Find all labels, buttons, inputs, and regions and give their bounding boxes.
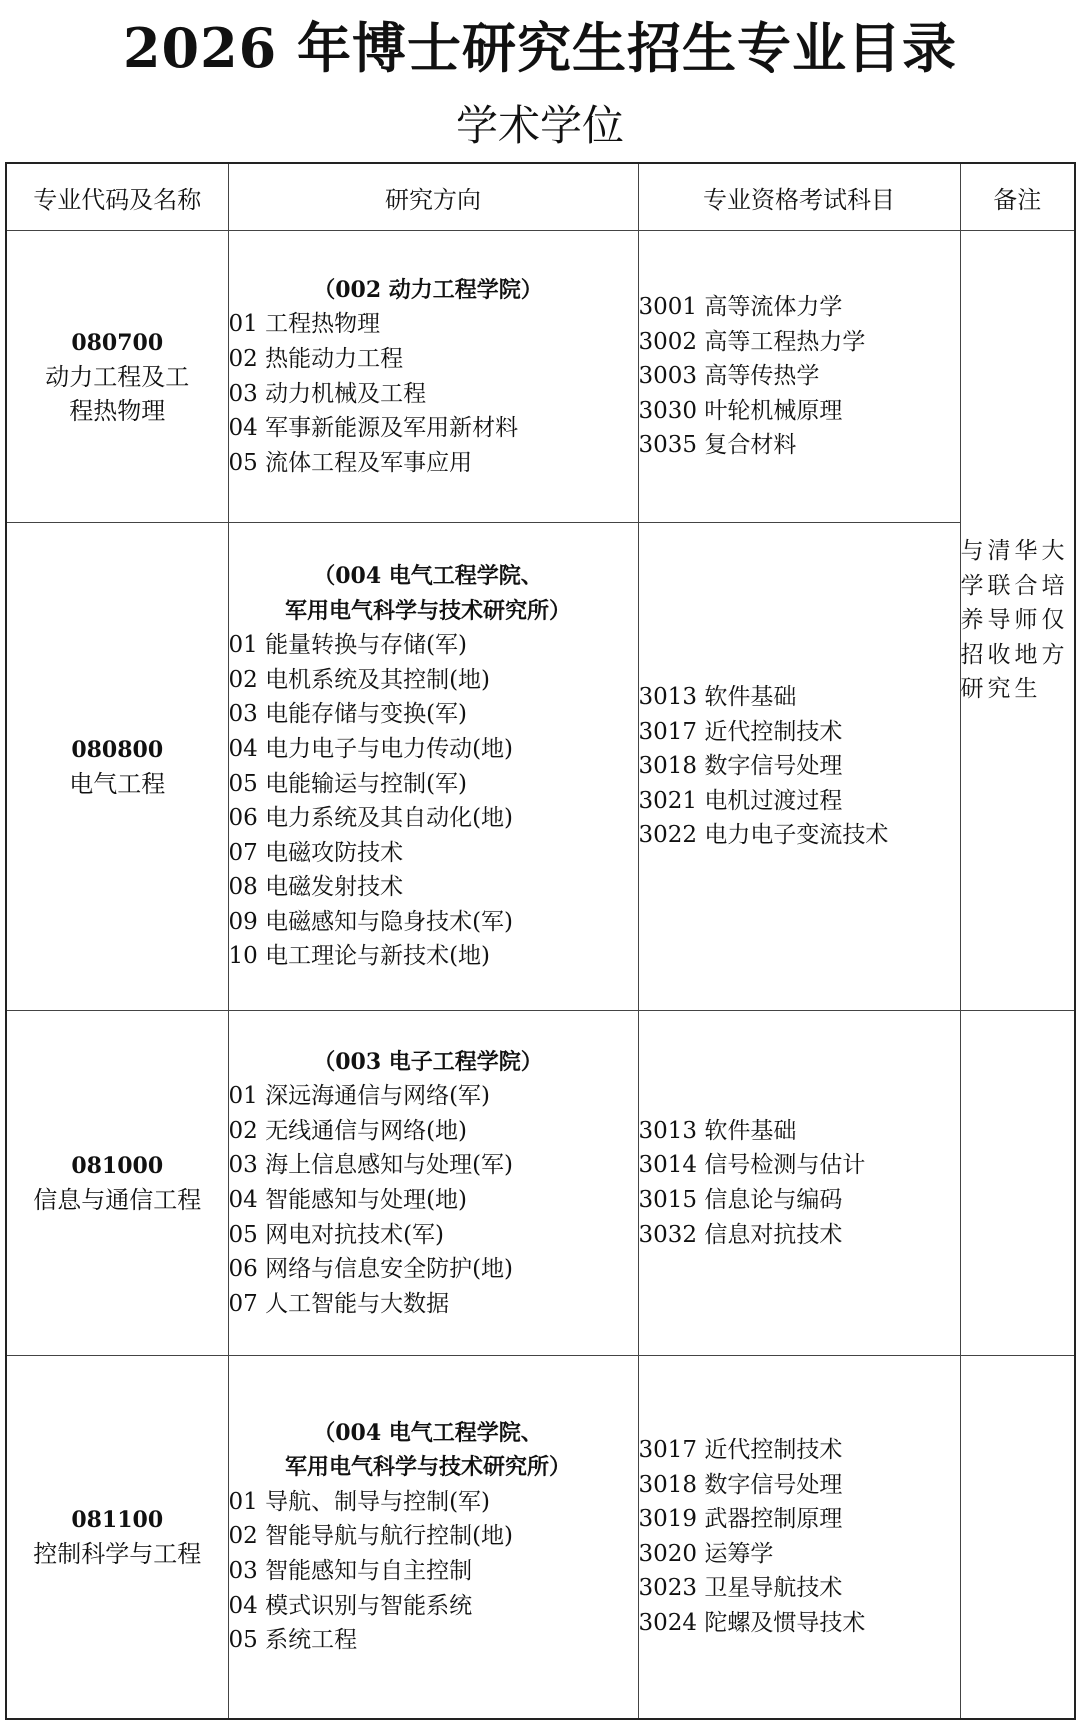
exam-item: 3017 近代控制技术 xyxy=(638,718,843,745)
table-row xyxy=(6,1356,1075,1719)
exam-item: 3019 武器控制原理 xyxy=(638,1506,843,1533)
direction-item: 06 网络与信息安全防护(地) xyxy=(228,1256,514,1283)
exam-cell xyxy=(638,231,960,523)
exam-item: 3013 软件基础 xyxy=(638,1117,797,1144)
direction-item: 04 电力电子与电力传动(地) xyxy=(228,735,514,762)
exam-cell xyxy=(638,1011,960,1356)
direction-item: 04 智能感知与处理(地) xyxy=(228,1187,468,1213)
school-label: （004 电气工程学院、 xyxy=(313,1419,543,1446)
direction-item: 07 电磁攻防技术 xyxy=(228,839,404,866)
header-direction: 研究方向 xyxy=(228,163,638,231)
direction-item: 03 动力机械及工程 xyxy=(228,380,427,407)
major-name: 电气工程 xyxy=(69,769,166,798)
exam-item: 3001 高等流体力学 xyxy=(638,294,843,321)
direction-item: 01 工程热物理 xyxy=(228,311,381,338)
direction-item: 05 流体工程及军事应用 xyxy=(228,449,473,476)
exam-item: 3032 信息对抗技术 xyxy=(638,1221,843,1248)
exam-item: 3015 信息论与编码 xyxy=(638,1187,843,1213)
exam-item: 3017 近代控制技术 xyxy=(638,1436,843,1463)
exam-item: 3018 数字信号处理 xyxy=(638,1471,843,1498)
exam-cell xyxy=(638,523,960,1011)
header-row xyxy=(6,163,1075,231)
major-cell xyxy=(6,1356,228,1719)
table-row xyxy=(6,523,1075,1011)
exam-item: 3020 运筹学 xyxy=(638,1540,774,1567)
exam-item: 3014 信号检测与估计 xyxy=(638,1152,866,1179)
direction-item: 09 电磁感知与隐身技术(军) xyxy=(228,908,514,935)
direction-item: 02 智能导航与航行控制(地) xyxy=(228,1523,514,1550)
major-name: 控制科学与工程 xyxy=(33,1539,202,1568)
table-row xyxy=(6,1011,1075,1356)
school-label: 军用电气科学与技术研究所） xyxy=(284,597,571,624)
direction-cell xyxy=(228,1356,638,1719)
document-title: 2026 年博士研究生招生专业目录 xyxy=(122,16,958,80)
direction-item: 04 军事新能源及军用新材料 xyxy=(228,415,519,442)
direction-item: 06 电力系统及其自动化(地) xyxy=(228,805,514,832)
direction-item: 01 深远海通信与网络(军) xyxy=(228,1083,491,1110)
note-cell-empty xyxy=(960,1011,1075,1356)
document-subtitle: 学术学位 xyxy=(455,101,624,150)
direction-item: 01 能量转换与存储(军) xyxy=(228,632,468,659)
major-cell xyxy=(6,1011,228,1356)
direction-cell xyxy=(228,231,638,523)
note-cell xyxy=(960,231,1075,1011)
direction-item: 02 电机系统及其控制(地) xyxy=(228,666,491,693)
major-name: 动力工程及工程热物理 xyxy=(45,362,190,425)
major-cell xyxy=(6,231,228,523)
major-cell xyxy=(6,523,228,1011)
note-cell-empty xyxy=(960,1356,1075,1719)
direction-item: 04 模式识别与智能系统 xyxy=(228,1592,473,1619)
direction-item: 03 海上信息感知与处理(军) xyxy=(228,1152,514,1179)
school-label: （002 动力工程学院） xyxy=(313,276,543,303)
exam-item: 3023 卫星导航技术 xyxy=(638,1575,843,1602)
major-code: 081000 xyxy=(71,1153,164,1179)
direction-cell xyxy=(228,1011,638,1356)
direction-item: 02 热能动力工程 xyxy=(228,345,404,372)
header-exam: 专业资格考试科目 xyxy=(638,163,960,231)
direction-cell xyxy=(228,523,638,1011)
exam-item: 3022 电力电子变流技术 xyxy=(638,822,889,849)
header-major: 专业代码及名称 xyxy=(6,163,228,231)
exam-item: 3030 叶轮机械原理 xyxy=(638,397,843,424)
direction-item: 01 导航、制导与控制(军) xyxy=(228,1488,491,1515)
exam-item: 3003 高等传热学 xyxy=(638,363,820,390)
major-code: 080800 xyxy=(71,736,164,763)
table-row xyxy=(6,231,1075,523)
direction-item: 03 智能感知与自主控制 xyxy=(228,1558,473,1585)
direction-item: 05 网电对抗技术(军) xyxy=(228,1221,445,1248)
direction-item: 03 电能存储与变换(军) xyxy=(228,701,468,728)
exam-item: 3021 电机过渡过程 xyxy=(638,787,843,814)
direction-item: 05 电能输运与控制(军) xyxy=(228,770,468,797)
school-label: （004 电气工程学院、 xyxy=(313,562,543,589)
exam-item: 3024 陀螺及惯导技术 xyxy=(638,1609,866,1636)
direction-item: 10 电工理论与新技术(地) xyxy=(228,943,491,970)
catalog-table xyxy=(5,162,1076,1720)
header-note: 备注 xyxy=(960,163,1075,231)
major-code: 080700 xyxy=(71,329,164,356)
exam-item: 3035 复合材料 xyxy=(638,432,797,459)
note-text: 与清华大学联合培养导师仅招收地方研究生 xyxy=(960,538,1069,703)
direction-item: 05 系统工程 xyxy=(228,1627,358,1654)
exam-item: 3002 高等工程热力学 xyxy=(638,328,866,355)
school-label: 军用电气科学与技术研究所） xyxy=(284,1454,571,1481)
major-code: 081100 xyxy=(71,1506,164,1533)
exam-item: 3013 软件基础 xyxy=(638,684,797,711)
major-name: 信息与通信工程 xyxy=(33,1186,202,1214)
school-label: （003 电子工程学院） xyxy=(313,1048,543,1075)
direction-item: 07 人工智能与大数据 xyxy=(228,1290,450,1317)
direction-item: 08 电磁发射技术 xyxy=(228,874,404,901)
exam-item: 3018 数字信号处理 xyxy=(638,753,843,780)
exam-cell xyxy=(638,1356,960,1719)
direction-item: 02 无线通信与网络(地) xyxy=(228,1117,468,1144)
